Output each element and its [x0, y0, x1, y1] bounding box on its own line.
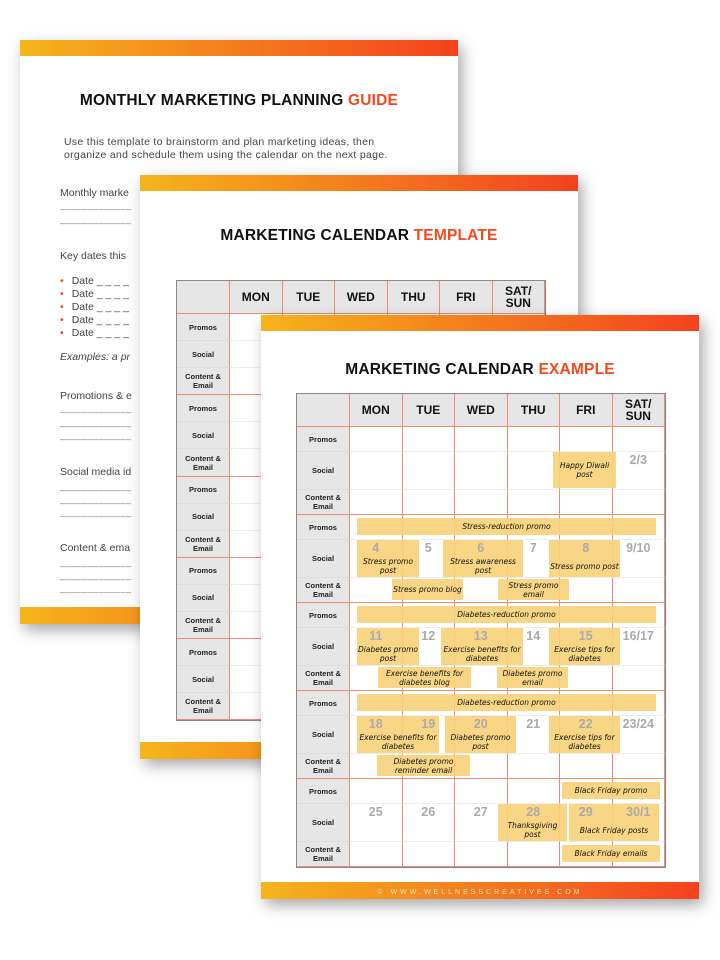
event-note: Stress-reduction promo	[357, 518, 656, 535]
row-label: Content & Email	[177, 368, 230, 395]
day-number: 20	[473, 717, 488, 731]
top-gradient-bar	[140, 175, 578, 191]
day-header: TUE	[403, 394, 456, 427]
row-label: Promos	[297, 603, 350, 628]
title-accent: GUIDE	[347, 92, 399, 109]
day-cell	[455, 490, 508, 515]
day-number: 23/24	[622, 717, 654, 731]
page-title: MARKETING CALENDAR EXAMPLE	[345, 361, 615, 378]
event-note: Exercise tips for diabetes	[549, 716, 620, 753]
row-label: Promos	[297, 427, 350, 452]
event-note: Diabetes promo reminder email	[377, 755, 470, 776]
event-note: Stress promo email	[498, 579, 569, 600]
row-label: Social	[297, 540, 350, 578]
day-header: WED	[335, 281, 388, 314]
day-number: 13	[473, 629, 488, 643]
row-label: Content & Email	[177, 531, 230, 558]
day-number: 4	[372, 541, 380, 555]
event-note: Stress promo post	[549, 540, 620, 577]
day-header: FRI	[560, 394, 613, 427]
row-label: Content & Email	[297, 842, 350, 867]
row-label: Promos	[177, 477, 230, 504]
event-note: Black Friday posts	[569, 804, 659, 841]
intro-line-2: organize and schedule them using the calendar on the next page.	[64, 149, 388, 161]
row-label: Promos	[297, 779, 350, 804]
day-cell	[560, 490, 613, 515]
event-note: Stress promo post	[357, 540, 419, 577]
blank-line: _ _ _ _ _ _ _ _ _ _ _ _ _	[60, 417, 131, 427]
date-bullet: • Date _ _ _ _	[60, 275, 129, 287]
day-header: WED	[455, 394, 508, 427]
day-cell	[508, 490, 561, 515]
day-cell	[613, 666, 666, 691]
day-cell	[560, 754, 613, 779]
day-number: 15	[578, 629, 593, 643]
day-header: TUE	[283, 281, 336, 314]
row-label: Social	[177, 341, 230, 368]
day-header: MON	[350, 394, 403, 427]
date-bullet: • Date _ _ _ _	[60, 288, 129, 300]
intro-line-1: Use this template to brainstorm and plan marketing ideas, then	[64, 136, 375, 148]
row-label: Content & Email	[177, 693, 230, 720]
day-number: 21	[526, 717, 541, 731]
event-note: Diabetes-reduction promo	[357, 694, 656, 711]
day-cell	[613, 578, 666, 603]
date-bullet: • Date _ _ _ _	[60, 314, 129, 326]
blank-line: _ _ _ _ _ _ _ _ _ _ _ _ _	[60, 507, 131, 517]
day-cell	[613, 754, 666, 779]
row-label: Content & Email	[297, 578, 350, 603]
day-number: 18	[368, 717, 383, 731]
day-cell	[508, 754, 561, 779]
blank-line: _ _ _ _ _ _ _ _ _ _ _ _ _	[60, 214, 131, 224]
date-bullet: • Date _ _ _ _	[60, 301, 129, 313]
day-cell	[455, 452, 508, 490]
day-cell	[613, 628, 666, 666]
event-note: Thanksgiving post	[498, 804, 567, 841]
day-header: FRI	[440, 281, 493, 314]
row-label: Social	[297, 452, 350, 490]
day-cell	[350, 842, 403, 867]
day-header: SAT/ SUN	[613, 394, 666, 427]
row-label: Promos	[297, 515, 350, 540]
day-number: 9/10	[626, 541, 651, 555]
row-label: Promos	[297, 691, 350, 716]
event-note: Exercise benefits for diabetes	[441, 628, 523, 665]
section-monthly: Monthly marke	[60, 187, 129, 199]
date-bullet: • Date _ _ _ _	[60, 327, 129, 339]
row-label: Content & Email	[297, 490, 350, 515]
event-note: Diabetes promo post	[445, 716, 516, 753]
day-header: THU	[388, 281, 441, 314]
row-label: Social	[177, 504, 230, 531]
day-number: 14	[526, 629, 541, 643]
day-cell	[613, 452, 666, 490]
footer-url: © WWW.WELLNESSCREATIVES.COM	[377, 889, 583, 896]
event-note: Diabetes promo email	[497, 667, 568, 688]
day-cell	[350, 804, 403, 842]
section-content: Content & ema	[60, 542, 131, 554]
row-label: Content & Email	[177, 612, 230, 639]
event-note: Stress promo blog	[392, 579, 463, 600]
event-note: Black Friday promo	[562, 782, 660, 799]
day-cell	[455, 842, 508, 867]
row-label: Promos	[177, 395, 230, 422]
day-cell	[403, 804, 456, 842]
day-number: 19	[421, 717, 436, 731]
section-promotions: Promotions & e	[60, 390, 132, 402]
day-cell	[613, 490, 666, 515]
title-text: MONTHLY MARKETING PLANNING	[79, 92, 348, 109]
day-cell	[350, 490, 403, 515]
day-cell	[508, 427, 561, 452]
day-number: 5	[424, 541, 432, 555]
row-label: Promos	[177, 639, 230, 666]
day-number: 16/17	[622, 629, 654, 643]
day-number: 25	[368, 805, 383, 819]
row-label: Social	[177, 422, 230, 449]
day-cell	[560, 427, 613, 452]
row-label: Content & Email	[297, 754, 350, 779]
blank-line: _ _ _ _ _ _ _ _ _ _ _ _ _	[60, 481, 131, 491]
section-social: Social media id	[60, 466, 132, 478]
day-number: 7	[529, 541, 537, 555]
day-cell	[403, 842, 456, 867]
day-cell	[508, 779, 561, 804]
day-number: 12	[421, 629, 436, 643]
day-cell	[455, 779, 508, 804]
page-title	[20, 92, 458, 110]
section-key-dates: Key dates this	[60, 250, 126, 262]
day-cell	[403, 779, 456, 804]
row-label: Content & Email	[177, 449, 230, 476]
day-number: 28	[526, 805, 541, 819]
blank-line: _ _ _ _ _ _ _ _ _ _ _ _ _	[60, 200, 131, 210]
day-cell	[613, 427, 666, 452]
event-note: Black Friday emails	[562, 845, 660, 862]
row-label: Social	[297, 716, 350, 754]
day-cell	[350, 779, 403, 804]
header-corner	[297, 394, 350, 427]
day-header: MON	[230, 281, 283, 314]
day-number: 8	[582, 541, 590, 555]
blank-line: _ _ _ _ _ _ _ _ _ _ _ _ _	[60, 583, 131, 593]
blank-line: _ _ _ _ _ _ _ _ _ _ _ _ _	[60, 570, 131, 580]
day-number: 30/1	[626, 805, 651, 819]
day-number: 26	[421, 805, 436, 819]
day-cell	[508, 842, 561, 867]
row-label: Content & Email	[297, 666, 350, 691]
day-number: 22	[578, 717, 593, 731]
blank-line: _ _ _ _ _ _ _ _ _ _ _ _ _	[60, 494, 131, 504]
day-cell	[350, 452, 403, 490]
page-title: MARKETING CALENDAR TEMPLATE	[220, 227, 498, 244]
day-number: 11	[369, 629, 383, 643]
event-note: Exercise benefits for diabetes blog	[378, 667, 471, 688]
event-note: Happy Diwali post	[553, 452, 616, 488]
day-cell	[403, 427, 456, 452]
row-label: Social	[297, 628, 350, 666]
row-label: Social	[177, 666, 230, 693]
blank-line: _ _ _ _ _ _ _ _ _ _ _ _ _	[60, 430, 131, 440]
day-cell	[613, 716, 666, 754]
header-corner	[177, 281, 230, 314]
event-note: Exercise benefits for diabetes	[357, 716, 439, 753]
day-header: THU	[508, 394, 561, 427]
event-note: Exercise tips for diabetes	[549, 628, 620, 665]
event-note: Stress awareness post	[443, 540, 523, 577]
row-label: Promos	[177, 558, 230, 585]
examples-text: Examples: a pr	[60, 351, 131, 363]
blank-line: _ _ _ _ _ _ _ _ _ _ _ _ _	[60, 557, 131, 567]
day-cell	[403, 490, 456, 515]
top-gradient-bar	[20, 40, 458, 56]
event-note: Diabetes promo post	[357, 628, 419, 665]
day-header: SAT/ SUN	[493, 281, 546, 314]
day-cell	[403, 452, 456, 490]
day-number: 27	[473, 805, 488, 819]
day-cell	[613, 540, 666, 578]
row-label: Social	[297, 804, 350, 842]
event-note: Diabetes-reduction promo	[357, 606, 656, 623]
day-cell	[350, 427, 403, 452]
row-label: Promos	[177, 314, 230, 341]
top-gradient-bar	[261, 315, 699, 331]
day-cell	[455, 427, 508, 452]
day-number: 2/3	[629, 453, 647, 467]
day-number: 29	[578, 805, 593, 819]
calendar-example-page	[261, 315, 699, 899]
day-number: 6	[477, 541, 485, 555]
blank-line: _ _ _ _ _ _ _ _ _ _ _ _ _	[60, 403, 131, 413]
row-label: Social	[177, 585, 230, 612]
